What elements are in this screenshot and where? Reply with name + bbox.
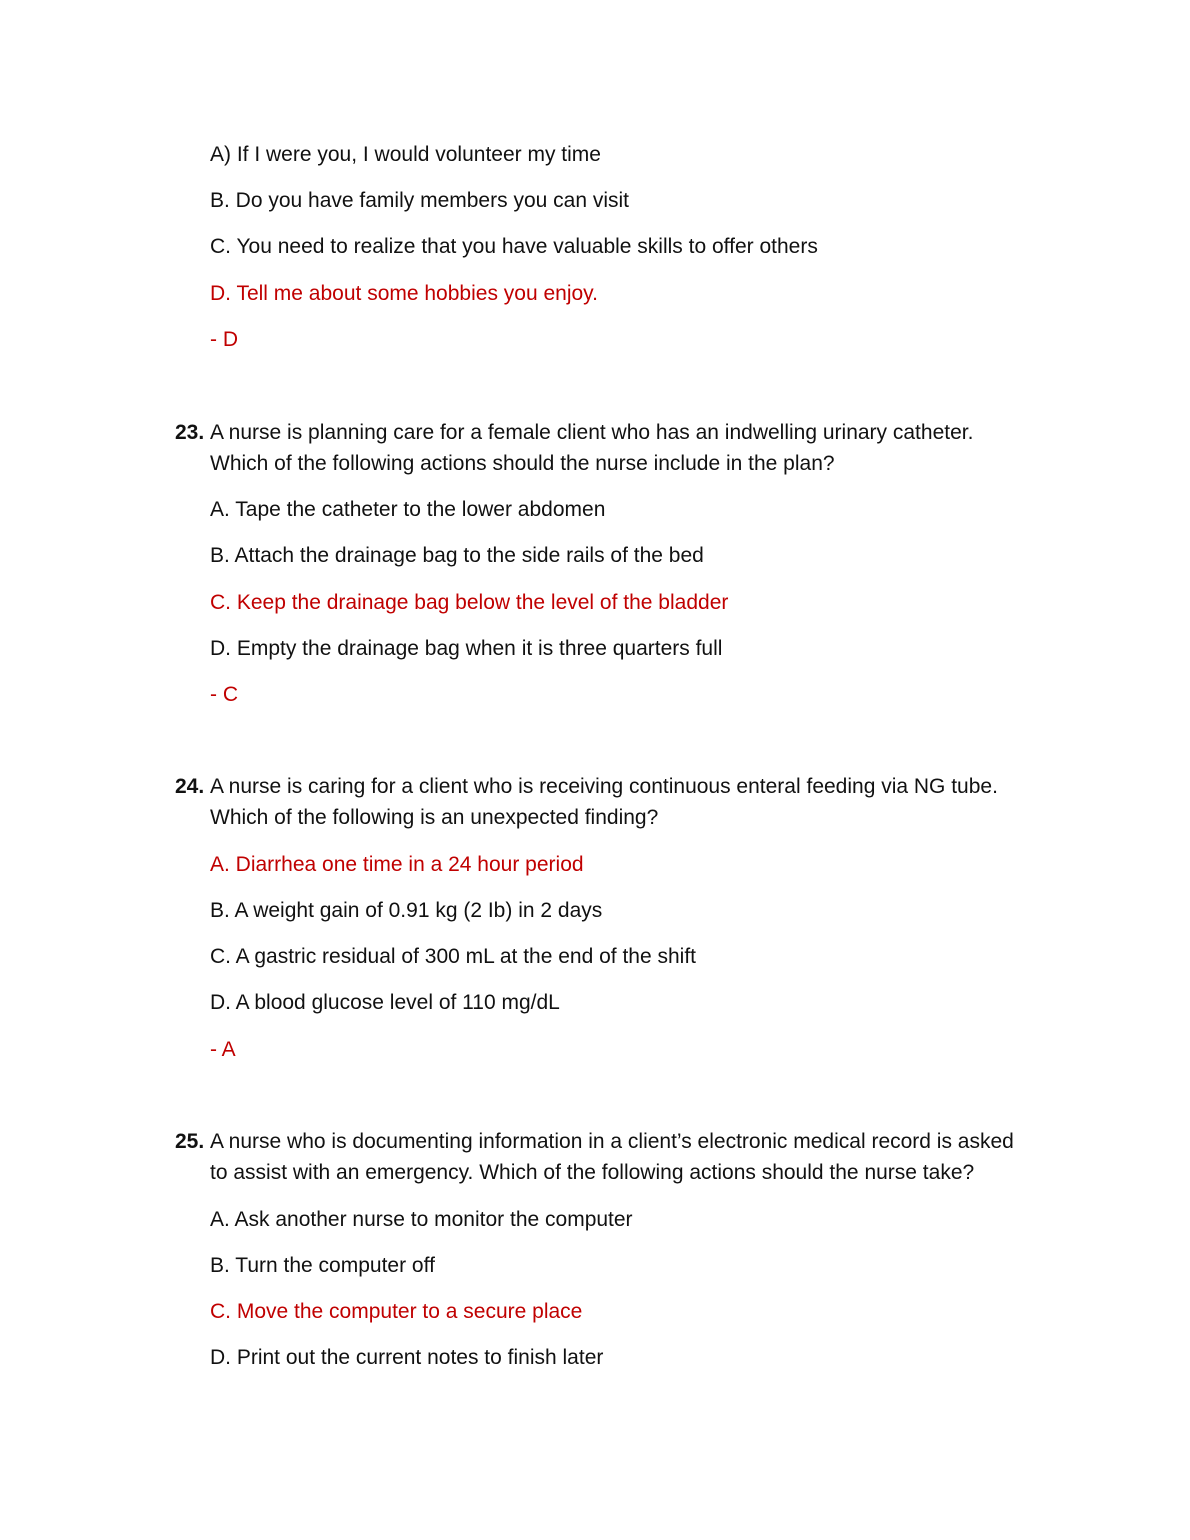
q22-option-a: A) If I were you, I would volunteer my time bbox=[210, 143, 601, 166]
q24-option-a-correct: A. Diarrhea one time in a 24 hour period bbox=[210, 853, 584, 876]
q24-answer: - A bbox=[210, 1038, 236, 1061]
q23-option-c-correct: C. Keep the drainage bag below the level of the bladder bbox=[210, 591, 729, 614]
q23-answer: - C bbox=[210, 683, 238, 706]
q22-option-b: B. Do you have family members you can visit bbox=[210, 189, 629, 212]
q22-answer: - D bbox=[210, 328, 238, 351]
q25-number: 25. bbox=[175, 1130, 205, 1153]
q24-option-b: B. A weight gain of 0.91 kg (2 Ib) in 2 days bbox=[210, 899, 603, 922]
q23-option-b: B. Attach the drainage bag to the side rails of the bed bbox=[210, 544, 704, 567]
q25-option-d: D. Print out the current notes to finish later bbox=[210, 1346, 604, 1369]
q25-stem-line1: A nurse who is documenting information in a client’s electronic medical record is asked bbox=[210, 1130, 1014, 1153]
q24-option-c: C. A gastric residual of 300 mL at the end of the shift bbox=[210, 945, 697, 968]
q23-number: 23. bbox=[175, 421, 205, 444]
q25-stem-line2: to assist with an emergency. Which of the following actions should the nurse take? bbox=[210, 1161, 975, 1184]
q23-stem-line1: A nurse is planning care for a female client who has an indwelling urinary catheter. bbox=[210, 421, 974, 444]
q24-number: 24. bbox=[175, 775, 205, 798]
q23-option-d: D. Empty the drainage bag when it is three quarters full bbox=[210, 637, 723, 660]
q23-stem-line2: Which of the following actions should the nurse include in the plan? bbox=[210, 452, 835, 475]
q22-option-c: C. You need to realize that you have valuable skills to offer others bbox=[210, 235, 818, 258]
q25-option-c-correct: C. Move the computer to a secure place bbox=[210, 1300, 583, 1323]
q24-stem-line1: A nurse is caring for a client who is receiving continuous enteral feeding via NG tube. bbox=[210, 775, 998, 798]
q24-option-d: D. A blood glucose level of 110 mg/dL bbox=[210, 991, 560, 1014]
q23-option-a: A. Tape the catheter to the lower abdomen bbox=[210, 498, 606, 521]
q22-option-d-correct: D. Tell me about some hobbies you enjoy. bbox=[210, 282, 598, 305]
q24-stem-line2: Which of the following is an unexpected finding? bbox=[210, 806, 659, 829]
q25-option-b: B. Turn the computer off bbox=[210, 1254, 435, 1277]
q25-option-a: A. Ask another nurse to monitor the computer bbox=[210, 1208, 633, 1231]
